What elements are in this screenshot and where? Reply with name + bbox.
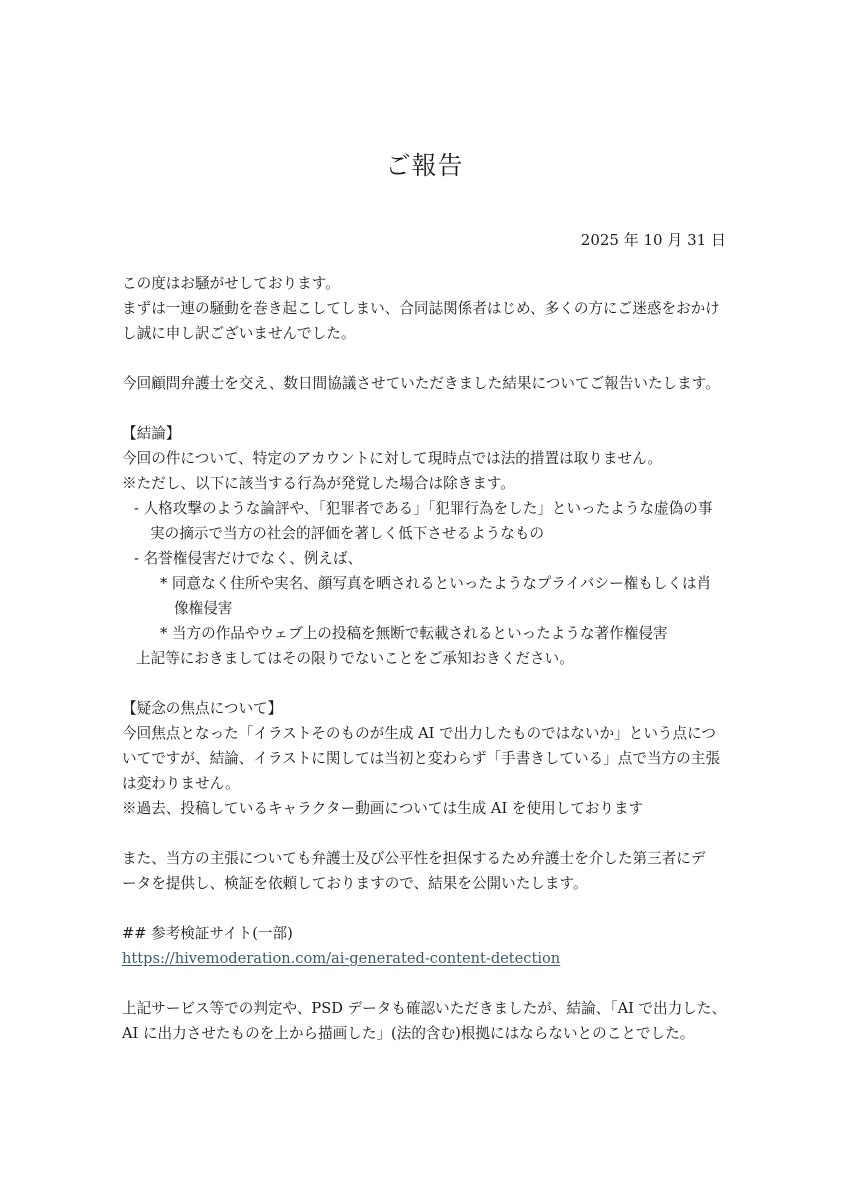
- verify-line: また、当方の主張についても弁護士及び公平性を担保するため弁護士を介した第三者にデ: [122, 850, 706, 867]
- exception-item-defamation: [122, 496, 732, 546]
- conclusion-closing: 上記等におきましてはその限りでないことをご承知おきください。: [136, 650, 574, 667]
- verify-line: ータを提供し、検証を依頼しておりますので、結果を公開いたします。: [122, 875, 588, 892]
- result-line: AI に出力させたものを上から描画した」(法的含む)根拠にはならないとのことでした。: [122, 1025, 695, 1042]
- focus-note: ※過去、投稿しているキャラクター動画については生成 AI を使用しております: [122, 800, 644, 817]
- intro-line: まずは一連の騒動を巻き起こしてしまい、合同誌関係者はじめ、多くの方にご迷惑をおかけ: [122, 300, 720, 317]
- exception-subitem-line: * 当方の作品やウェブ上の投稿を無断で転載されるといったような著作権侵害: [160, 625, 668, 642]
- exception-subitem-line: 像権侵害: [174, 600, 233, 617]
- intro-line: し誠に申し訳ございませんでした。: [122, 325, 356, 342]
- exception-item-line: - 人格攻撃のような論評や、「犯罪者である」「犯罪行為をした」といったような虚偽の事: [134, 500, 713, 517]
- page-title: ご報告: [385, 151, 464, 180]
- intro-line: この度はお騒がせしております。: [122, 275, 340, 292]
- document-date: 2025 年 10 月 31 日: [580, 231, 726, 249]
- document-body: [122, 271, 732, 1046]
- conclusion-heading: 【結論】: [122, 425, 181, 442]
- exception-item-line: 実の摘示で当方の社会的評価を著しく低下させるようなもの: [150, 525, 545, 542]
- focus-line: 今回焦点となった「イラストそのものが生成 AI で出力したものではないか」という点につ: [122, 725, 717, 742]
- exception-subitem-privacy: [122, 571, 732, 621]
- exception-subitem-copyright: [122, 621, 732, 646]
- reference-heading: ## 参考検証サイト(一部): [122, 925, 293, 942]
- focus-line: いてですが、結論、イラストに関しては当初と変わらず「手書きしている」点で当方の主張: [122, 750, 720, 767]
- exception-item-line: - 名誉権侵害だけでなく、例えば、: [134, 550, 363, 567]
- conclusion-statement: 今回の件について、特定のアカウントに対して現時点では法的措置は取りません。: [122, 450, 663, 467]
- focus-line: は変わりません。: [122, 775, 240, 792]
- focus-heading: 【疑念の焦点について】: [122, 700, 283, 717]
- consult-paragraph: 今回顧問弁護士を交え、数日間協議させていただきました結果についてご報告いたします。: [122, 375, 720, 392]
- conclusion-exception-note: ※ただし、以下に該当する行為が発覚した場合は除きます。: [122, 475, 515, 492]
- reference-link[interactable]: https://hivemoderation.com/ai-generated-content-detection: [122, 950, 561, 967]
- exception-subitem-line: * 同意なく住所や実名、顔写真を晒されるといったようなプライバシー権もしくは肖: [160, 575, 712, 592]
- exception-item-rights: [122, 546, 732, 571]
- result-line: 上記サービス等での判定や、PSD データも確認いただきましたが、結論、「AI で出力した、: [122, 1000, 727, 1017]
